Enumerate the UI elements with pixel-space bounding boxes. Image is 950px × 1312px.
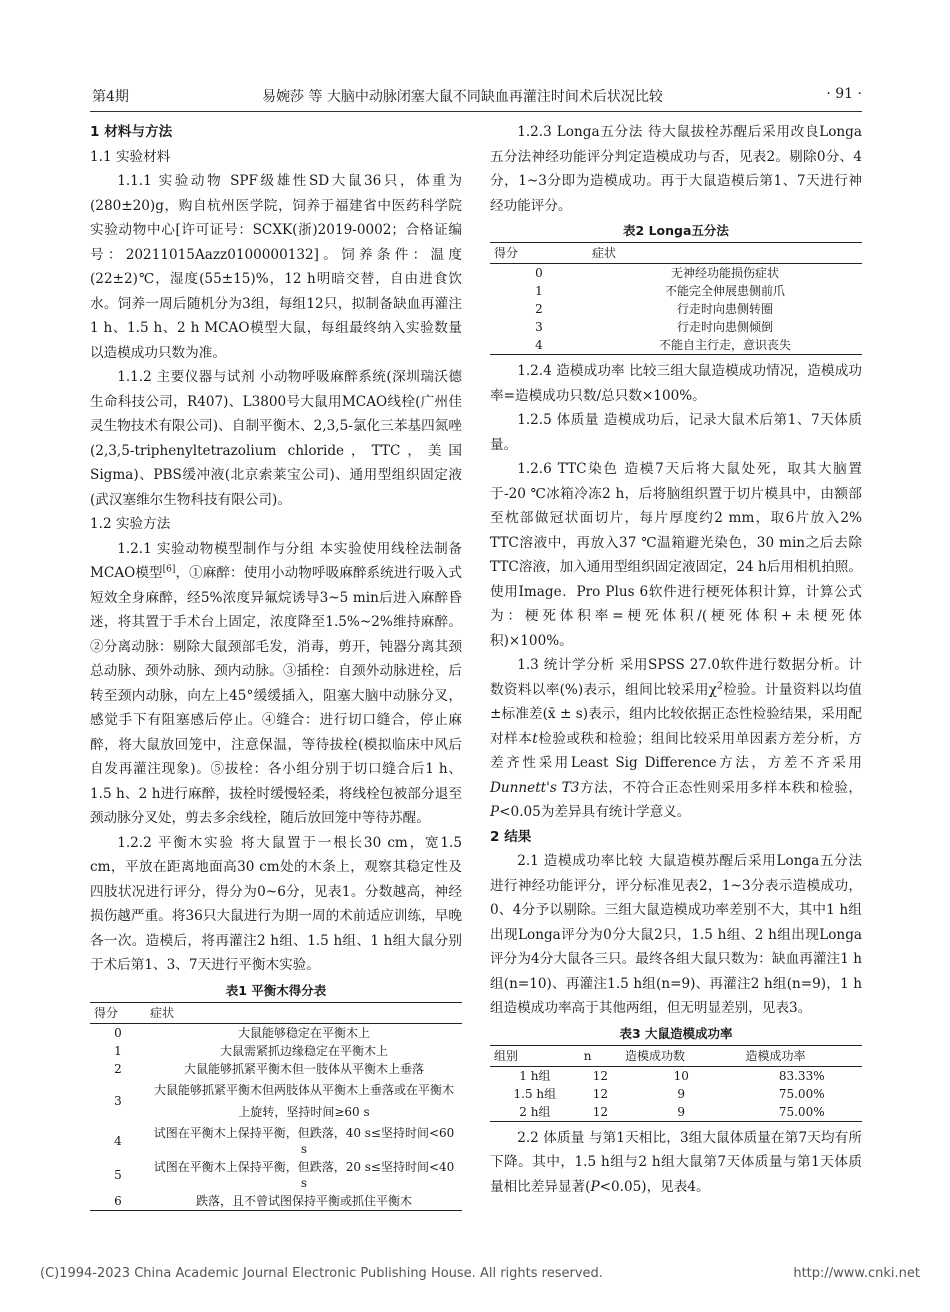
table-row — [490, 1103, 862, 1122]
table2-cell: 行走时向患侧倾倒 — [676, 320, 773, 334]
table1-cell: 6 — [90, 1192, 146, 1211]
table2 — [490, 242, 862, 355]
table-row — [490, 1085, 862, 1103]
table-row — [90, 1060, 462, 1078]
table3-header-group: 组别 — [490, 1045, 580, 1066]
table2-cell: 不能自主行走，意识丧失 — [588, 336, 862, 355]
table-row — [90, 1158, 462, 1192]
table3-caption: 表3 大鼠造模成功率 — [619, 1025, 733, 1041]
table-row — [90, 1023, 462, 1042]
para-1-2-1-text-a: 1.2.1 实验动物模型制作与分组 本实验使用线栓法制备MCAO模型 — [90, 540, 462, 581]
dunnett-term: Dunnett's T3 — [490, 779, 580, 796]
table-row — [90, 1042, 462, 1060]
table2-cell: 2 — [535, 302, 543, 316]
running-title: 易婉莎 等 大脑中动脉闭塞大鼠不同缺血再灌注时间术后状况比较 — [262, 89, 663, 105]
table3-cell: 12 — [592, 1068, 608, 1083]
footer-url[interactable]: http://www.cnki.net — [793, 1266, 920, 1281]
table1-cell: 4 — [114, 1133, 122, 1148]
section-heading-2: 2 结果 — [490, 828, 532, 845]
table2-cell: 1 — [535, 284, 543, 298]
table3-cell: 1 h组 — [519, 1068, 551, 1083]
table1-cell: 0 — [114, 1025, 122, 1040]
table2-cell: 3 — [535, 320, 543, 334]
table3-cell: 10 — [673, 1068, 689, 1083]
table-row — [490, 318, 862, 336]
para-1-1-1: 1.1.1 实验动物 SPF级雄性SD大鼠36只，体重为(280±20)g，购自杭州医学院，饲养于福建省中医药科学院实验动物中心[许可证号：SCXK(浙)2019-0002；合格证编号：20211015Aazz0100000132]。饲养条件：温度(22±2)℃，湿度(55±15)%，12 h明暗交替，自由进食饮水。饲养一周后随机分为3组，每组12只，拟制备缺血再灌注1 h、1.5 h、2 h MCAO模型大鼠，每组最终纳入实验数量以造模成功只数为准。 — [90, 173, 462, 361]
p-symbol: P — [490, 804, 500, 820]
table2-cell: 0 — [535, 266, 543, 280]
table-row — [90, 1192, 462, 1211]
p-symbol: P — [590, 1178, 600, 1195]
table3-cell: 12 — [580, 1103, 621, 1122]
para-1-3-text-a: 1.3 统计学分析 采用SPSS 27.0软件进行数据分析。计数资料以率(%)表示，组间比较采用χ — [490, 657, 862, 698]
left-column — [90, 120, 462, 1215]
table-row — [490, 300, 862, 318]
para-1-2-1-text-b: ，①麻醉：使用小动物呼吸麻醉系统进行吸入式短效全身麻醉，经5%浓度异氟烷诱导3~5 min后进入麻醉昏迷，将其置于手术台上固定，浓度降至1.5%~2%维持麻醉。②分离动脉：剔除大鼠颈部毛发，消毒，剪开，钝器分离其颈总动脉、颈外动脉、颈内动脉。③插栓：自颈外动脉进栓，后转至颈内动脉，向左上45°缓缓插入，阻塞大脑中动脉分叉，感觉手下有阻塞感后停止。④缝合：进行切口缝合，停止麻醉，将大鼠放回笼中，注意保温，等待拔栓(模拟临床中风后自发再灌注现象)。⑤拔栓：各小组分别于切口缝合后1 h、1.5 h、2 h进行麻醉，拔栓时缓慢轻柔，将线栓包被部分退至颈动脉分叉处，剪去多余线栓，随后放回笼中等待苏醒。 — [90, 565, 462, 826]
table2-header-symptom: 症状 — [588, 243, 862, 264]
table-row — [490, 282, 862, 300]
para-1-2-3: 1.2.3 Longa五分法 待大鼠拔栓苏醒后采用改良Longa五分法神经功能评分判定造模成功与否，见表2。剔除0分、4分，1~3分即为造模成功。再于大鼠造模后第1、7天进行神经功能评分。 — [490, 124, 862, 214]
table2-cell: 不能完全伸展患侧前爪 — [664, 284, 785, 298]
table2-caption: 表2 Longa五分法 — [623, 223, 729, 238]
table-row — [90, 1124, 462, 1158]
running-header — [92, 86, 862, 108]
table1-cell: 试图在平衡木上保持平衡，但跌落，20 s≤坚持时间<40 s — [153, 1159, 455, 1190]
table2-cell: 4 — [490, 336, 588, 355]
table1-cell: 大鼠需紧抓边缘稳定在平衡木上 — [219, 1043, 388, 1058]
table3-cell: 2 h组 — [490, 1103, 580, 1122]
section-heading-1-1: 1.1 实验材料 — [90, 148, 171, 165]
chi-square-superscript: 2 — [717, 680, 723, 691]
section-heading-1: 1 材料与方法 — [90, 124, 173, 140]
table1-cell: 5 — [114, 1167, 122, 1182]
section-heading-1-2: 1.2 实验方法 — [90, 516, 171, 532]
table1-cell: 试图在平衡木上保持平衡，但跌落，40 s≤坚持时间<60 s — [153, 1125, 455, 1156]
para-1-3 — [490, 653, 862, 825]
para-1-2-5: 1.2.5 体质量 造模成功后，记录大鼠术后第1、7天体质量。 — [490, 412, 862, 453]
table3-header-n: n — [580, 1045, 621, 1066]
para-2-2-text-b: <0.05)，见表4。 — [599, 1178, 710, 1195]
t-symbol: t — [532, 730, 538, 747]
citation-ref-6[interactable]: [6] — [162, 564, 176, 575]
para-1-3-text-e: 方法，不符合正态性则采用多样本秩和检验， — [579, 779, 862, 796]
table2-cell: 无神经功能损伤症状 — [670, 266, 779, 280]
para-1-2-6: 1.2.6 TTC染色 造模7天后将大鼠处死，取其大脑置于-20 ℃冰箱冷冻2 h，后将脑组织置于切片模具中，由额部至枕部做冠状面切片，每片厚度约2 mm，取6片放入2% TTC溶液中，再放入37 ℃温箱避光染色，30 min之后去除TTC溶液，加入通用型组织固定液固定，24 h后用相机拍照。使用Image．Pro Plus 6软件进行梗死体积计算，计算公式为：梗死体积率=梗死体积/(梗死体积+未梗死体积)×100%。 — [490, 461, 862, 649]
table1-cell: 跌落，且不曾试图保持平衡或抓住平衡木 — [146, 1192, 462, 1211]
table1-header-score: 得分 — [90, 1002, 146, 1023]
table3-cell: 9 — [621, 1103, 742, 1122]
copyright-notice: (C)1994-2023 China Academic Journal Electronic Publishing House. All rights reserved. — [40, 1266, 603, 1281]
para-2-2 — [490, 1126, 862, 1200]
right-column — [490, 120, 862, 1199]
table1-cell: 2 — [114, 1061, 122, 1076]
table-row — [490, 264, 862, 283]
para-1-2-1 — [90, 537, 462, 831]
para-2-1: 2.1 造模成功率比较 大鼠造模苏醒后采用Longa五分法进行神经功能评分，评分标准见表2，1~3分表示造模成功，0、4分予以剔除。三组大鼠造模成功率差别不大，其中1 h组出现Longa评分为0分大鼠2只，1.5 h组、2 h组出现Longa评分为4分大鼠各三只。最终各组大鼠只数为：缺血再灌注1 h组(n=10)、再灌注1.5 h组(n=9)、再灌注2 h组(n=9)，1 h组造模成功率高于其他两组，但无明显差别，见表3。 — [490, 853, 862, 1016]
para-1-3-text-f: <0.05为差异具有统计学意义。 — [499, 804, 691, 820]
table-row — [490, 1066, 862, 1085]
table1-cell: 大鼠能够稳定在平衡木上 — [237, 1025, 370, 1040]
table3-header-success-count: 造模成功数 — [621, 1045, 742, 1066]
page-number: · 91 · — [826, 86, 862, 102]
table3-cell: 12 — [592, 1086, 608, 1101]
table1 — [90, 1002, 462, 1211]
table1-cell: 大鼠能够抓紧平衡木但两肢体从平衡木上垂落或在平衡木上旋转，坚持时间≥60 s — [153, 1082, 454, 1119]
table3 — [490, 1045, 862, 1122]
para-2-2-text-a: 2.2 体质量 与第1天相比，3组大鼠体质量在第7天均有所下降。其中，1.5 h组与2 h组大鼠第7天体质量与第1天体质量相比差异显著( — [490, 1129, 862, 1195]
table3-cell: 75.00% — [741, 1103, 862, 1122]
table-row — [90, 1078, 462, 1124]
table3-cell: 83.33% — [778, 1068, 825, 1083]
table1-caption: 表1 平衡木得分表 — [225, 982, 327, 998]
table2-cell: 行走时向患侧转圈 — [676, 302, 773, 316]
para-1-1-2: 1.1.2 主要仪器与试剂 小动物呼吸麻醉系统(深圳瑞沃德生命科技公司，R407)、L3800号大鼠用MCAO线栓(广州佳灵生物技术有限公司)、自制平衡木、2,3,5-氯化三苯基四氮唑(2,3,5-triphenyltetrazolium chloride，TTC，美国Sigma)、PBS缓冲液(北京索莱宝公司)、通用型组织固定液(武汉塞维尔生物科技有限公司)。 — [90, 369, 462, 508]
table1-cell: 1 — [114, 1043, 122, 1058]
table-row — [490, 336, 862, 355]
table1-cell: 大鼠能够抓紧平衡木但一肢体从平衡木上垂落 — [183, 1061, 424, 1076]
table2-header-score: 得分 — [490, 243, 588, 264]
header-rule — [90, 111, 862, 112]
para-1-2-2: 1.2.2 平衡木实验 将大鼠置于一根长30 cm，宽1.5 cm，平放在距离地面高30 cm处的木条上，观察其稳定性及四肢状况进行评分，得分为0~6分，见表1。分数越高，神经损伤越严重。将36只大鼠进行为期一周的术前适应训练，早晚各一次。造模后，将再灌注2 h组、1.5 h组、1 h组大鼠分别于术后第1、3、7天进行平衡木实验。 — [90, 834, 462, 973]
table3-header-success-rate: 造模成功率 — [741, 1045, 862, 1066]
table3-cell: 9 — [677, 1086, 686, 1101]
para-1-3-text-b: 检验。计量资料以均值±标准差(x̄ ± s)表示，组内比较依据正态性检验结果，采用配对样本 — [490, 681, 863, 747]
table3-cell: 75.00% — [778, 1086, 825, 1101]
para-1-3-text-c: 检验或秩和检验；组间比较采用单因素方差分析，方差齐性采用Least Sig Difference方法，方差不齐采用 — [490, 730, 863, 771]
table1-header-symptom: 症状 — [146, 1002, 462, 1023]
table3-cell: 1.5 h组 — [513, 1086, 557, 1101]
para-1-2-4: 1.2.4 造模成功率 比较三组大鼠造模成功情况，造模成功率=造模成功只数/总只数×100%。 — [490, 363, 862, 404]
table1-cell: 3 — [114, 1093, 122, 1108]
issue-number: 第4期 — [92, 89, 129, 105]
